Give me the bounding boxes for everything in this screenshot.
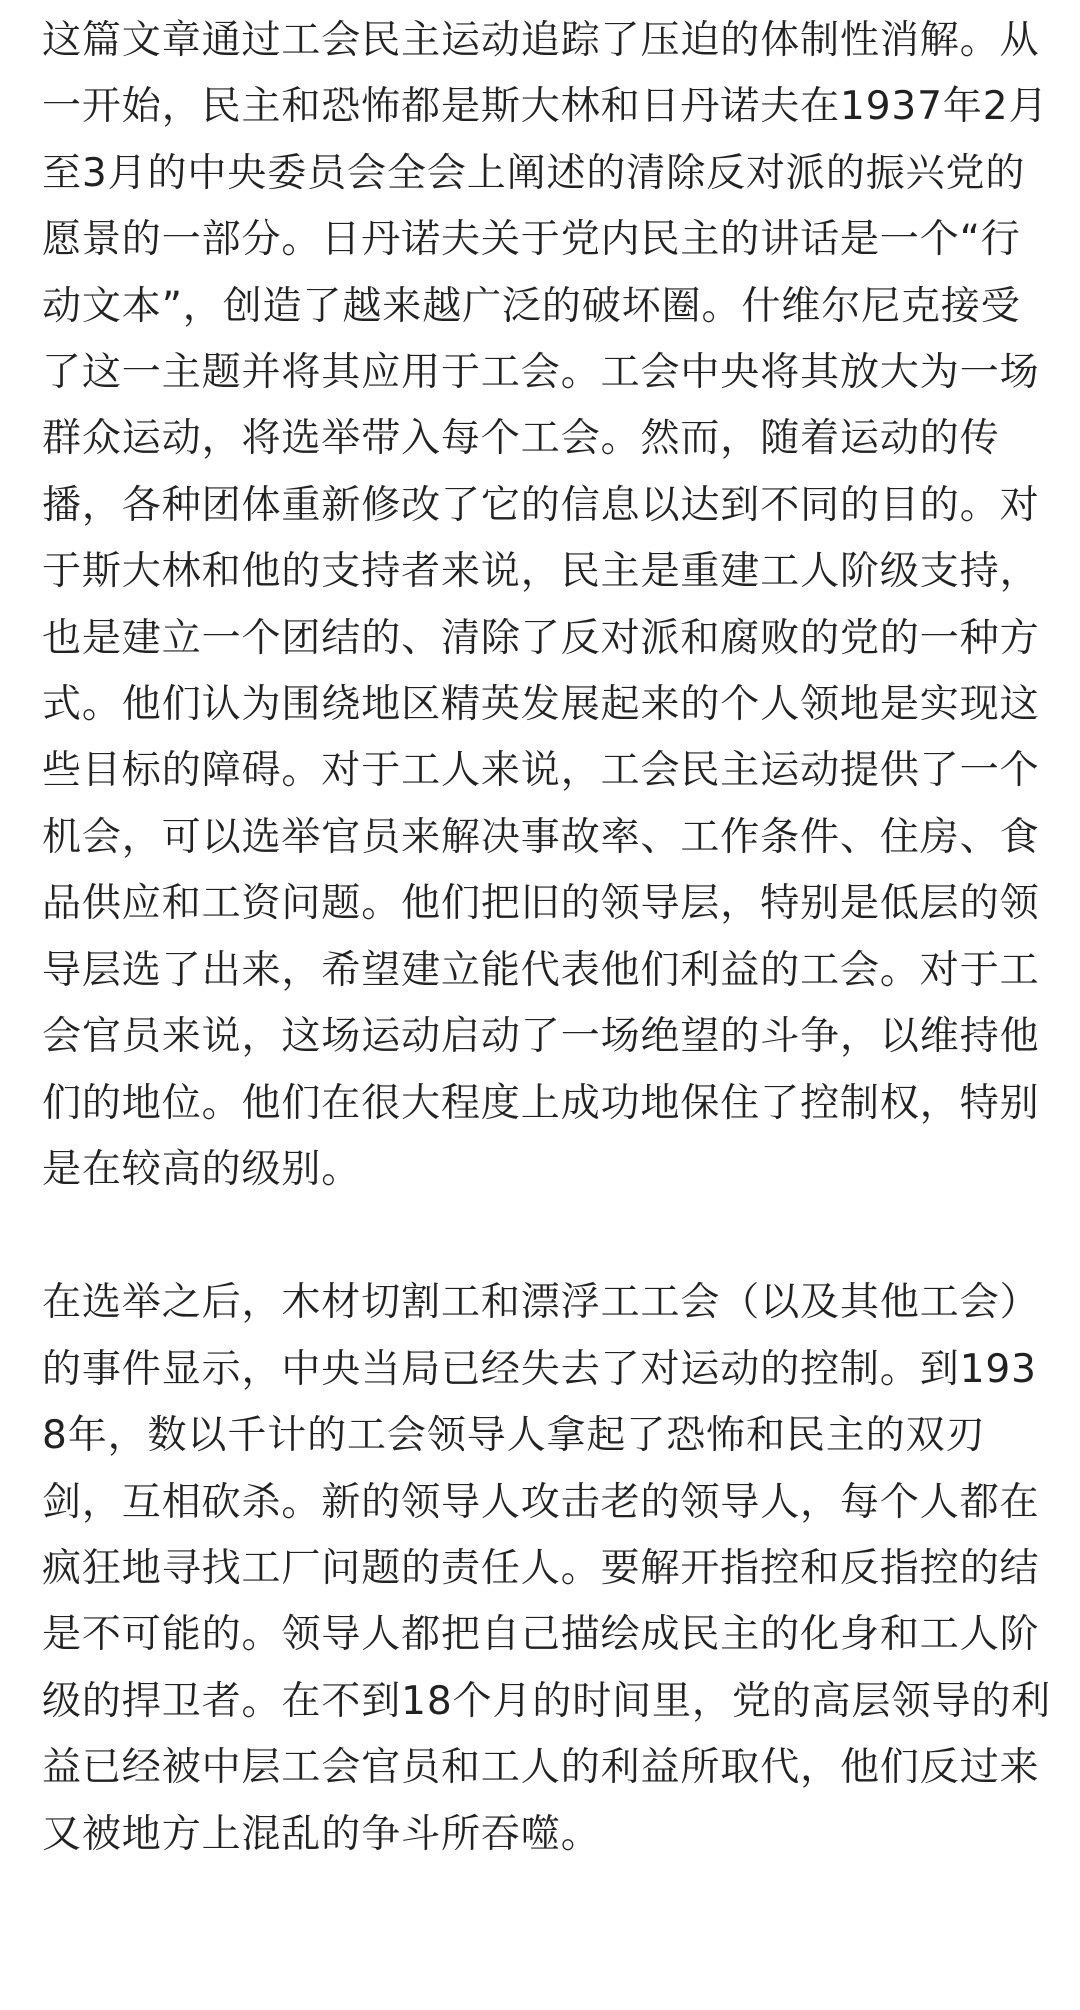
- paragraph-1: 这篇文章通过工会民主运动追踪了压迫的体制性消解。从一开始，民主和恐怖都是斯大林和日丹诺夫在1937年2月至3月的中央委员会全会上阐述的清除反对派的振兴党的愿景的一部分。日丹诺夫关于党内民主的讲话是一个“行动文本”，创造了越来越广泛的破坏圈。什维尔尼克接受了这一主题并将其应用于工会。工会中央将其放大为一场群众运动，将选举带入每个工会。然而，随着运动的传播，各种团体重新修改了它的信息以达到不同的目的。对于斯大林和他的支持者来说，民主是重建工人阶级支持，也是建立一个团结的、清除了反对派和腐败的党的一种方式。他们认为围绕地区精英发展起来的个人领地是实现这些目标的障碍。对于工人来说，工会民主运动提供了一个机会，可以选举官员来解决事故率、工作条件、住房、食品供应和工资问题。他们把旧的领导层，特别是低层的领导层选了出来，希望建立能代表他们利益的工会。对于工会官员来说，这场运动启动了一场绝望的斗争，以维持他们的地位。他们在很大程度上成功地保住了控制权，特别是在较高的级别。: [42, 18, 1049, 1192]
- paragraph-2: 在选举之后，木材切割工和漂浮工工会（以及其他工会）的事件显示，中央当局已经失去了对运动的控制。到1938年，数以千计的工会领导人拿起了恐怖和民主的双刃剑，互相砍杀。新的领导人攻击老的领导人，每个人都在疯狂地寻找工厂问题的责任人。要解开指控和反指控的结是不可能的。领导人都把自己描绘成民主的化身和工人阶级的捍卫者。在不到18个月的时间里，党的高层领导的利益已经被中层工会官员和工人的利益所取代，他们反过来又被地方上混乱的争斗所吞噬。: [42, 1280, 1052, 1857]
- paragraph-gap: [42, 1203, 1052, 1270]
